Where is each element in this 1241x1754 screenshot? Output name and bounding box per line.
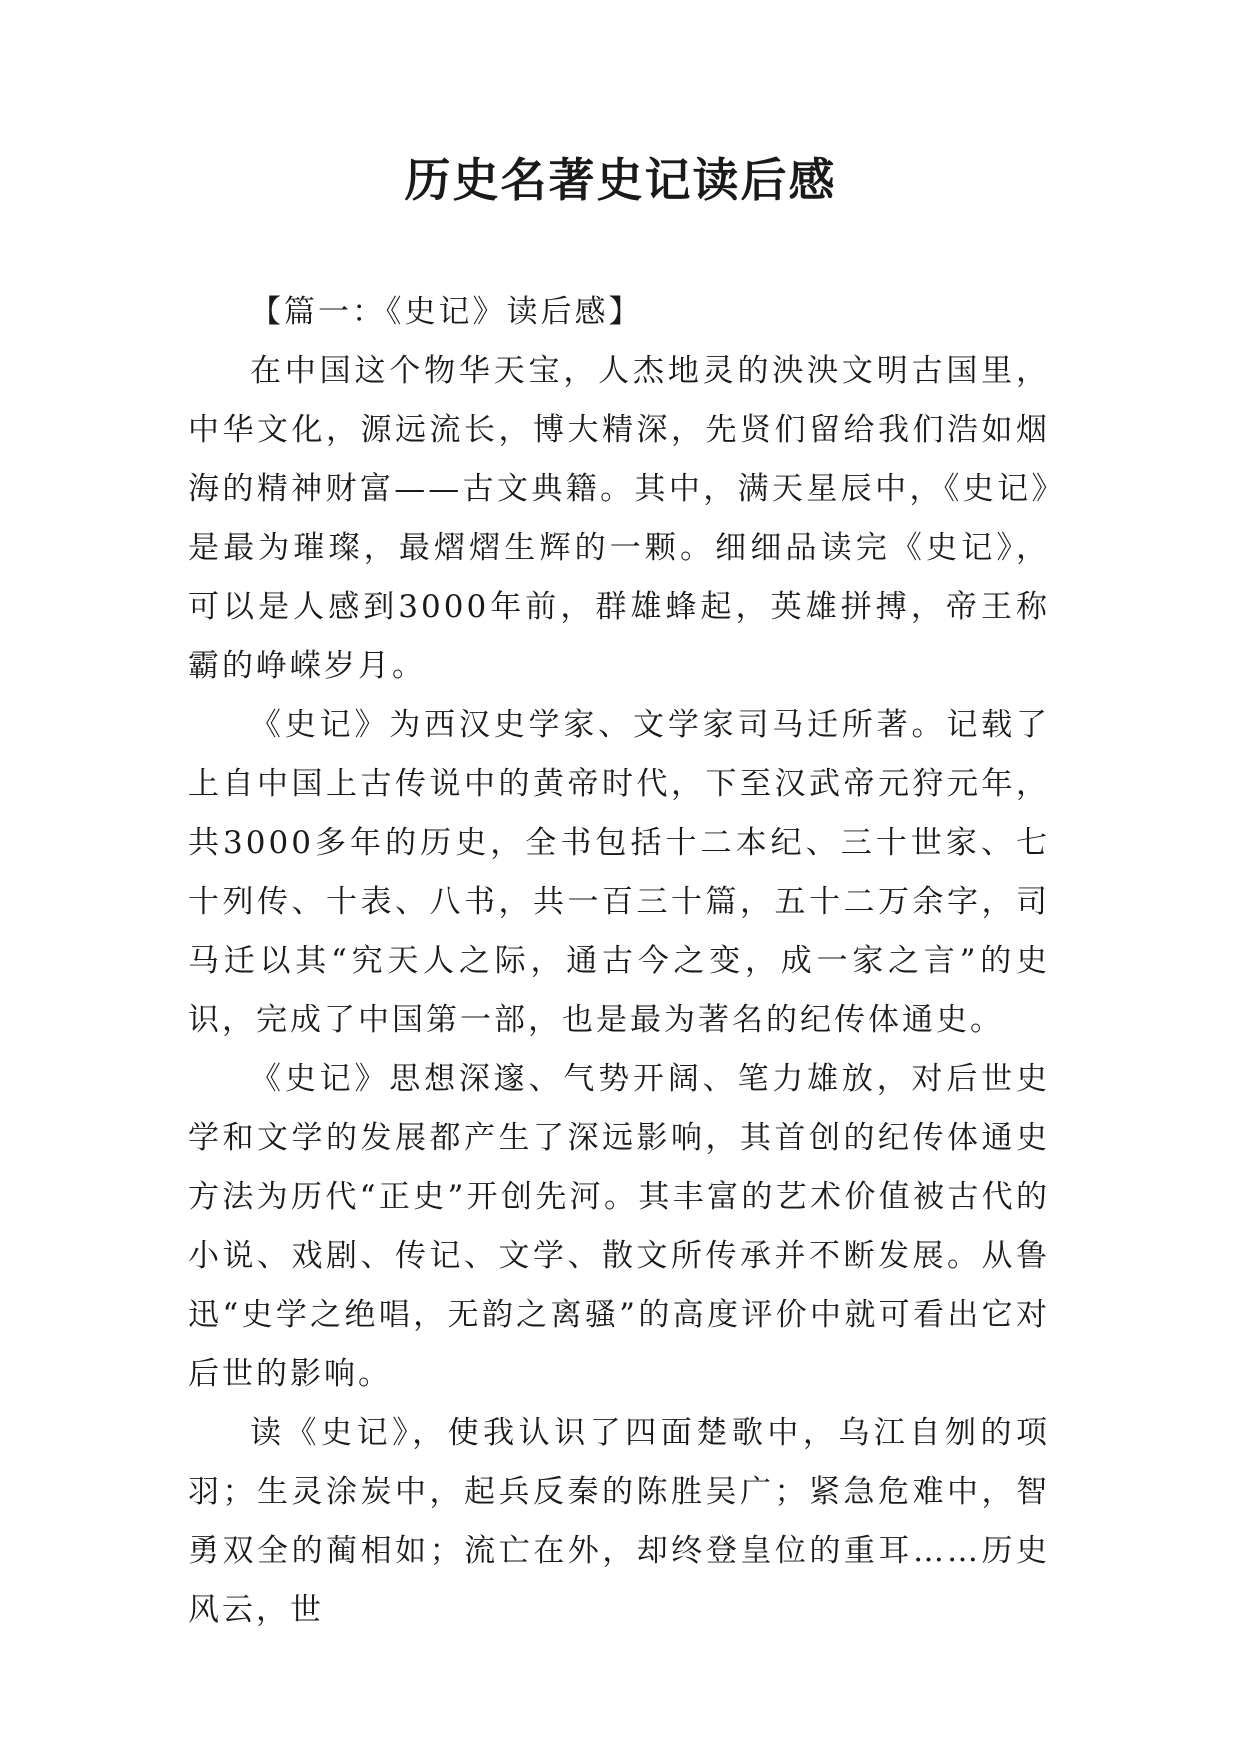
paragraph: 在中国这个物华天宝，人杰地灵的泱泱文明古国里，中华文化，源远流长，博大精深，先贤们留给我们浩如烟海的精神财富——古文典籍。其中，满天星辰中，《史记》是最为璀璨，最熠熠生辉的一颗。细细品读完《史记》，可以是人感到3000年前，群雄蜂起，英雄拼搏，帝王称霸的峥嵘岁月。 [188,353,1050,684]
section-heading: 【篇一：《史记》读后感】 [250,294,643,330]
paragraph: 《史记》为西汉史学家、文学家司马迁所著。记载了上自中国上古传说中的黄帝时代，下至汉武帝元狩元年，共3000多年的历史，全书包括十二本纪、三十世家、七十列传、十表、八书，共一百三十篇，五十二万余字，司马迁以其“究天人之际，通古今之变，成一家之言”的史识，完成了中国第一部，也是最为著名的纪传体通史。 [188,707,1050,1038]
document-title: 历史名著史记读后感 [404,153,837,207]
paragraph: 读《史记》，使我认识了四面楚歌中，乌江自刎的项羽；生灵涂炭中，起兵反秦的陈胜吴广；紧急危难中，智勇双全的蔺相如；流亡在外，却终登皇位的重耳……历史风云，世 [188,1415,1050,1628]
document-body [188,283,1050,1640]
paragraph: 《史记》思想深邃、气势开阔、笔力雄放，对后世史学和文学的发展都产生了深远影响，其首创的纪传体通史方法为历代“正史”开创先河。其丰富的艺术价值被古代的小说、戏剧、传记、文学、散文所传承并不断发展。从鲁迅“史学之绝唱，无韵之离骚”的高度评价中就可看出它对后世的影响。 [188,1061,1050,1392]
